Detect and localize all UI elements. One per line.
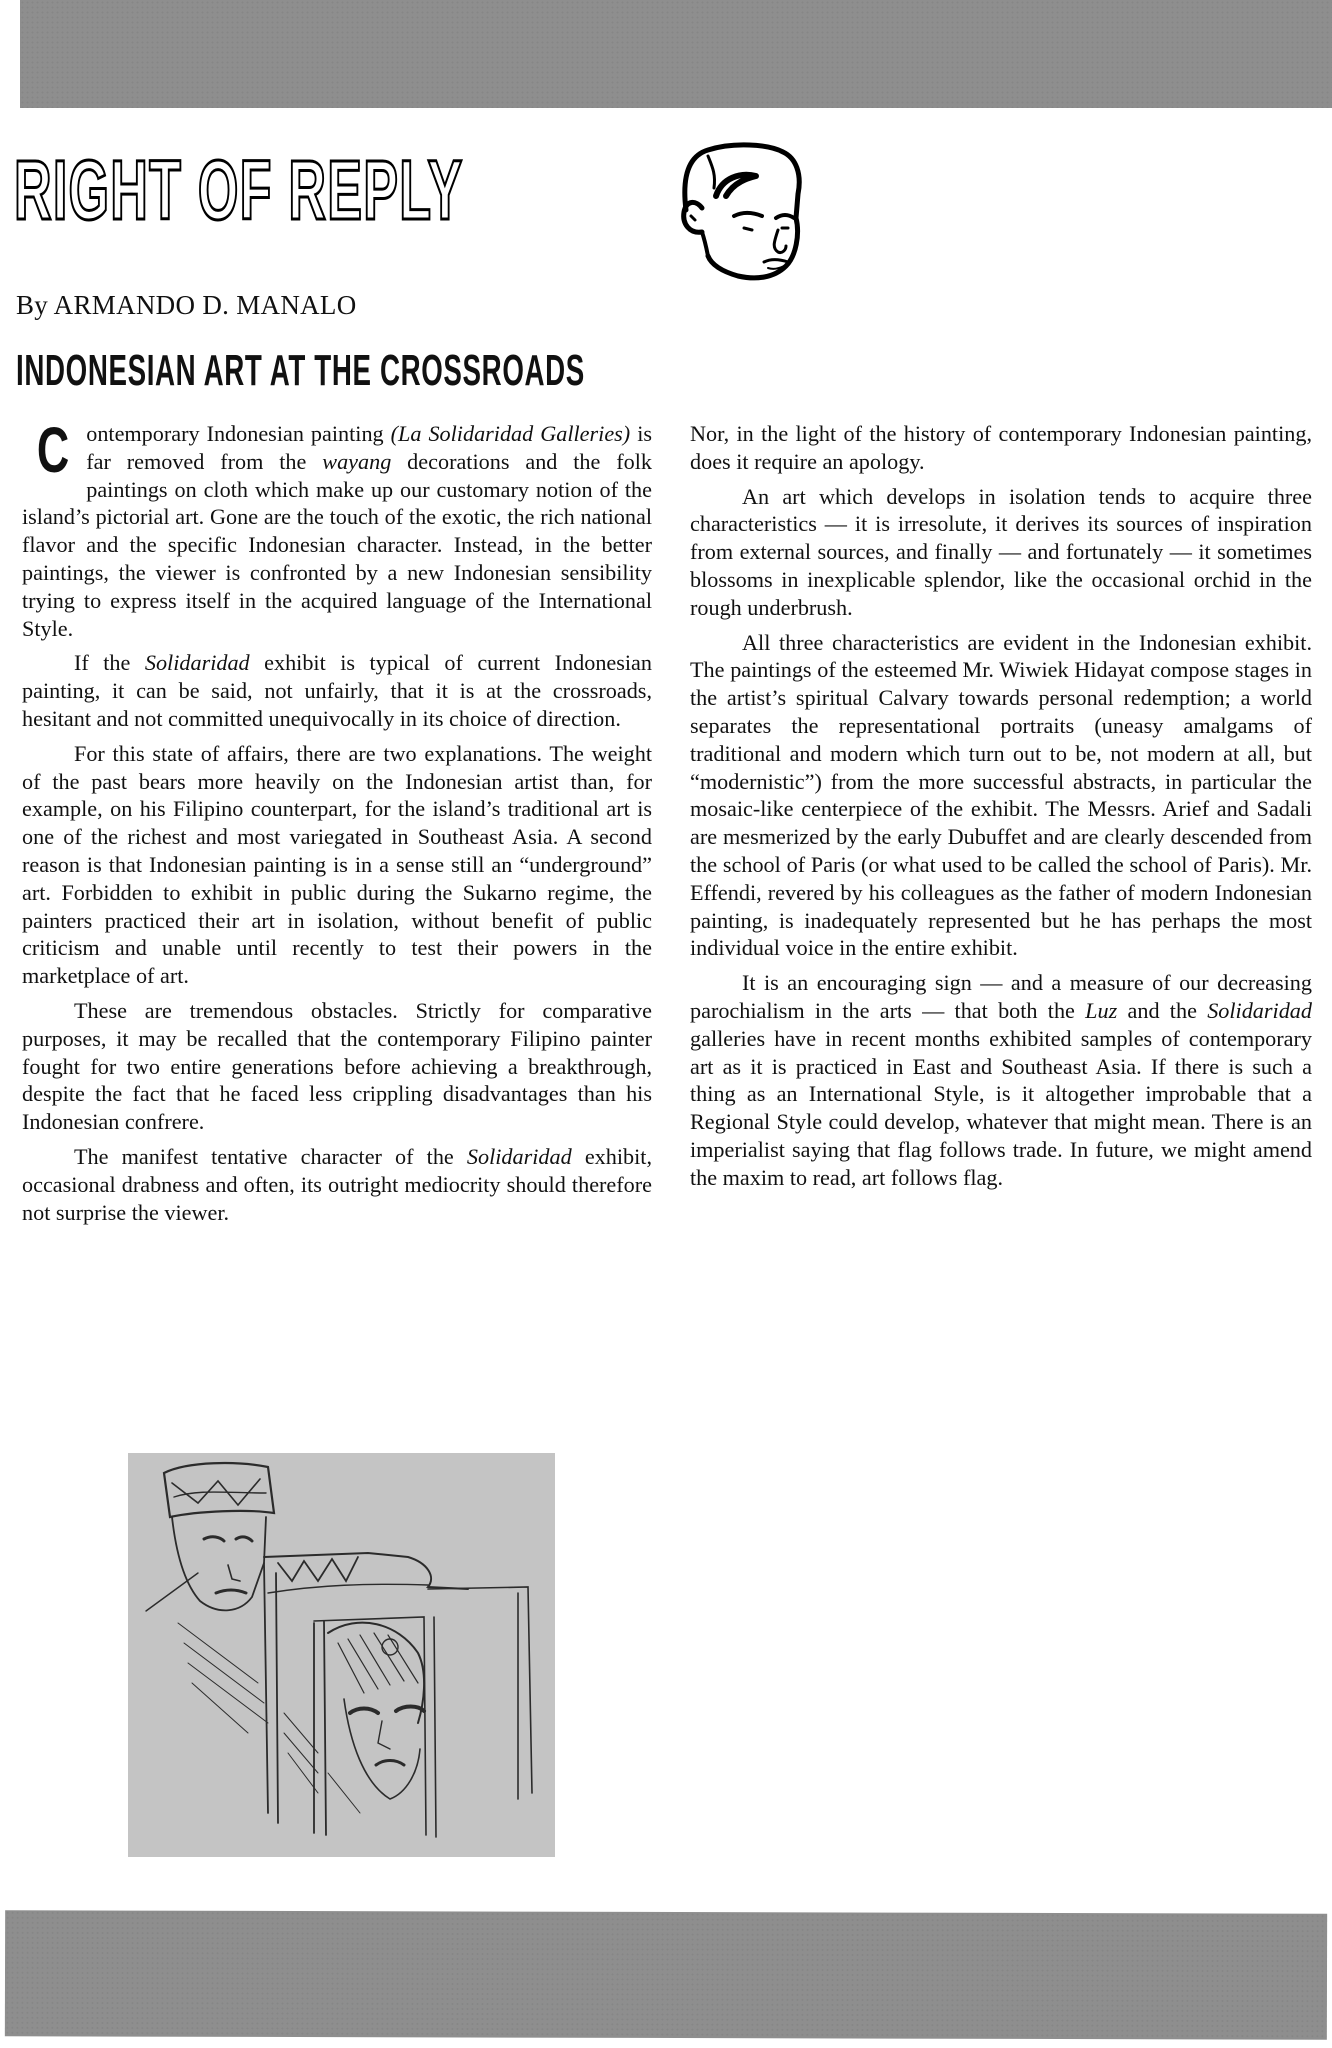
article-column-left (22, 414, 653, 1233)
byline: By ARMANDO D. MANALO (16, 290, 357, 320)
article-paragraph (690, 629, 1312, 963)
column-title: RIGHT OF REPLY (14, 143, 464, 237)
paragraph-text: If the (74, 650, 145, 676)
article-paragraph (22, 414, 653, 642)
paragraph-text: Nor, in the light of the history of contemporary Indonesian painting, does it require an apology. (690, 421, 1312, 474)
italic-text: (La Solidaridad Galleries) (390, 421, 631, 446)
paragraph-text: The manifest tentative character of the (74, 1143, 467, 1169)
drop-cap: C (36, 414, 70, 486)
illustration-sketch (128, 1453, 555, 1857)
article-paragraph (22, 1143, 652, 1226)
article-paragraph (690, 483, 1312, 622)
italic-text: Solidaridad (1207, 997, 1312, 1023)
article-paragraph (22, 997, 652, 1136)
italic-text: Solidaridad (144, 650, 250, 676)
paragraph-text: galleries have in recent months exhibited samples of contemporary art as it is practiced in East and Southeast Asia. If there is such a thing as an International Style, is it altogether improbable that a Regional Style could develop, whatever that might mean. There is an imperialist saying that flag follows trade. In future, we might amend the maxim to read, art follows flag. (690, 1025, 1312, 1190)
paragraph-text: ontemporary Indonesian painting (86, 421, 391, 446)
bottom-decorative-band (5, 1910, 1327, 2039)
italic-text: wayang (322, 448, 392, 474)
paragraph-text: exhibit, occasional drabness and often, its outright mediocrity should therefore not surprise the viewer. (22, 1143, 652, 1225)
paragraph-text: and the (1117, 997, 1208, 1023)
paragraph-text: exhibit is typical of current Indonesian painting, it can be said, not unfairly, that it is at the crossroads, hesitant and not committed unequivocally in its choice of direction. (22, 650, 652, 731)
paragraph-text: For this state of affairs, there are two explanations. The weight of the past bears more heavily on the Indonesian artist than, for example, on his Filipino counterpart, for the island’s traditional art is one of the richest and most variegated in Southeast Asia. A second reason is that Indonesian painting is in a sense still an “underground” art. Forbidden to exhibit in public during the Sukarno regime, the painters practiced their art in isolation, without benefit of public criticism and unable until recently to test their powers in the marketplace of art. (22, 740, 652, 989)
paragraph-text: An art which develops in isolation tends to acquire three characteristics — it is irresolute, it derives its sources of inspiration from external sources, and finally — and fortunately — it sometimes blossoms in inexplicable splendor, like the occasional orchid in the rough underbrush. (690, 483, 1312, 620)
author-portrait-icon (678, 138, 810, 288)
italic-text: Luz (1085, 997, 1118, 1023)
paragraph-text: It is an encouraging sign — and a measure of our decreasing parochialism in the arts — that both the (690, 970, 1312, 1023)
article-headline: INDONESIAN ART AT THE CROSSROADS (16, 346, 585, 395)
italic-text: Solidaridad (466, 1143, 572, 1169)
article-paragraph (690, 969, 1312, 1191)
top-decorative-band (20, 0, 1332, 108)
article-paragraph (22, 649, 652, 732)
paragraph-text: decorations and the folk paintings on cloth which make up our customary notion of the island’s pictorial art. Gone are the touch of the exotic, the rich national flavor and the specific Indonesian character. Instead, in the better paintings, the viewer is confronted by a new Indonesian sensibility trying to express itself in the acquired language of the International Style. (22, 448, 653, 641)
paragraph-text: All three characteristics are evident in the Indonesian exhibit. The paintings of the esteemed Mr. Wiwiek Hidayat compose stages in the artist’s spiritual Calvary towards personal redemption; a world separates the representational portraits (uneasy amalgams of traditional and modern which turn out to be, not modern at all, but “modernistic”) from the more successful abstracts, in particular the mosaic-like centerpiece of the exhibit. The Messrs. Arief and Sadali are mesmerized by the early Dubuffet and are clearly descended from the school of Paris (or what used to be called the school of Paris). Mr. Effendi, revered by his colleagues as the father of modern Indonesian painting, is inadequately represented but he has perhaps the most individual voice in the entire exhibit. (690, 629, 1312, 961)
paragraph-text: These are tremendous obstacles. Strictly for comparative purposes, it may be recalled that the contemporary Filipino painter fought for two entire generations before achieving a breakthrough, despite the fact that he faced less crippling disadvantages than his Indonesian confrere. (22, 997, 652, 1135)
paragraph-text: is far removed from the (86, 421, 652, 474)
article-paragraph (22, 740, 652, 990)
article-column-right (690, 420, 1312, 1199)
article-paragraph (690, 420, 1312, 476)
